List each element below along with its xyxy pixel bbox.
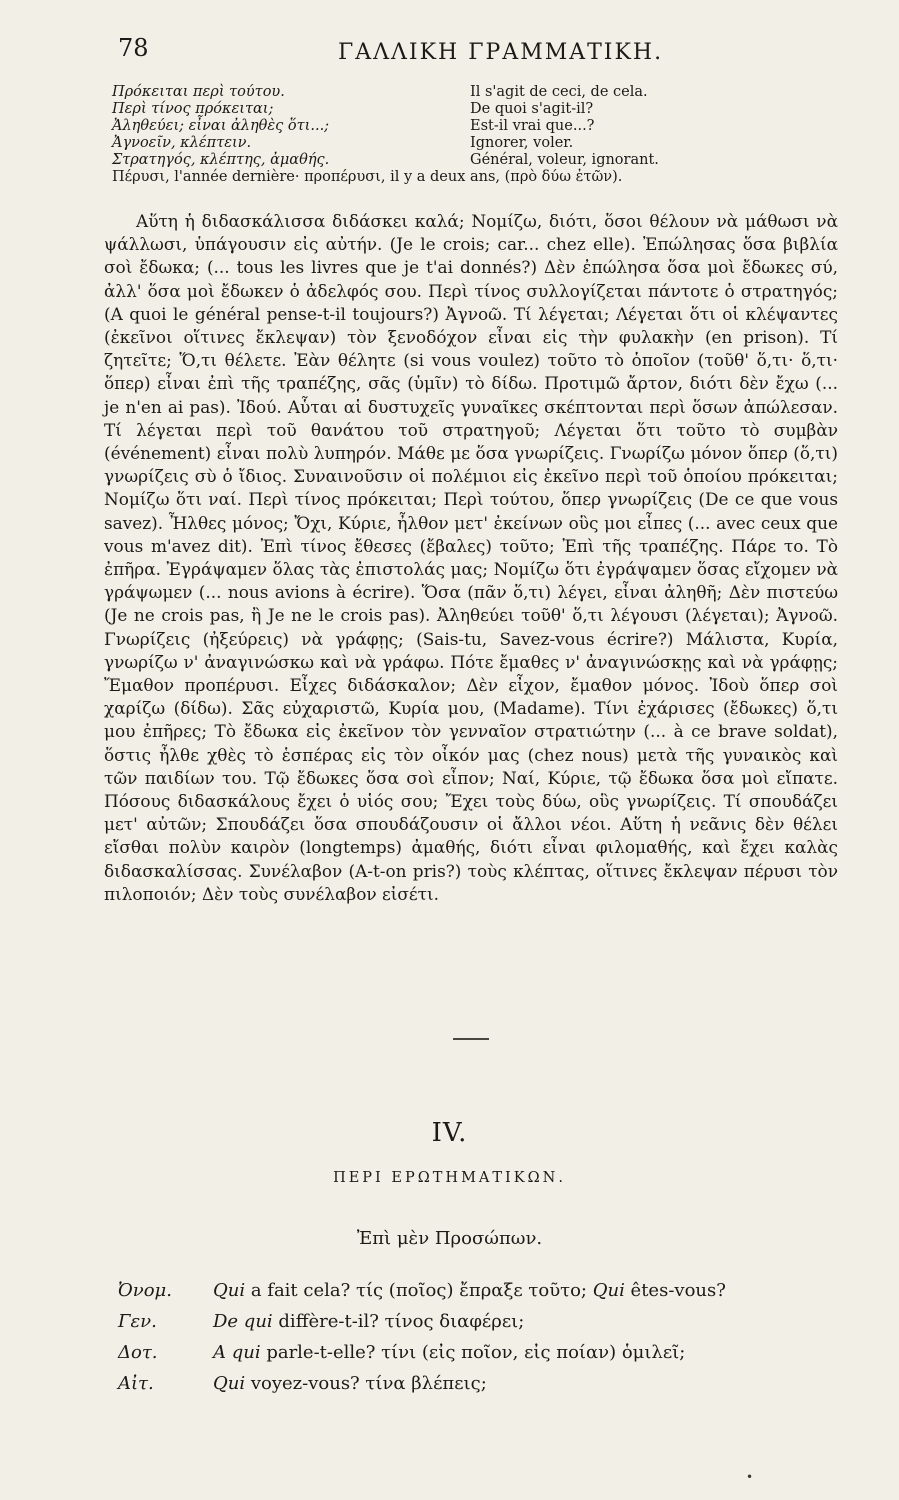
page-number: 78	[118, 34, 149, 62]
vocab-french: Ignorer, voler.	[470, 135, 574, 151]
vocab-row	[112, 118, 752, 135]
printer-mark: •	[746, 1470, 754, 1484]
vocab-greek: Πρόκειται περὶ τούτου.	[112, 84, 285, 100]
vocab-greek: Ἀληθεύει; εἶναι ἀληθὲς ὅτι...;	[112, 118, 330, 134]
case-rest: parle-t-elle? τίνι (εἰς ποῖον, εἰς ποίαν) ὁμιλεῖ;	[260, 1342, 686, 1363]
case-text	[213, 1280, 726, 1301]
section-subheading: Ἐπὶ μὲν Προσώπων.	[356, 1228, 543, 1249]
reading-paragraph: Αὕτη ἡ διδασκάλισσα διδάσκει καλά; Νομίζω, διότι, ὅσοι θέλουν νὰ μάθωσι νὰ ψάλλωσι, ὑπάγουσιν εἰς αὐτήν. (Je le crois; car... chez elle). Ἐπώλησας ὅσα βιβλία σοὶ ἔδωκα; (... tous les livres que je t'ai donnés?) Δὲν ἐπώλησα ὅσα μοὶ ἔδωκες σύ, ἀλλ' ὅσα μοὶ ἔδωκεν ὁ ἀδελφός σου. Περὶ τίνος συλλογίζεται πάντοτε ὁ στρατηγός; (A quoi le général pense-t-il toujours?) Ἀγνοῶ. Τί λέγεται; Λέγεται ὅτι οἱ κλέψαντες (ἐκεῖνοι οἵτινες ἔκλεψαν) τὸν ξενοδόχον εἶναι εἰς τὴν φυλακὴν (en prison). Τί ζητεῖτε; Ὅ,τι θέλετε. Ἐὰν θέλητε (si vous voulez) τοῦτο τὸ ὁποῖον (τοῦθ' ὅ,τι· ὅ,τι· ὅπερ) εἶναι ἐπὶ τῆς τραπέζης, σᾶς (ὑμῖν) τὸ δίδω. Προτιμῶ ἄρτον, διότι δὲν ἔχω (... je n'en ai pas). Ἰδού. Αὗται αἱ δυστυχεῖς γυναῖκες σκέπτονται περὶ ὅσων ἀπώλεσαν. Τί λέγεται περὶ τοῦ θανάτου τοῦ στρατηγοῦ; Λέγεται ὅτι τοῦτο τὸ συμβὰν (événement) εἶναι πολὺ λυπηρόν. Μάθε με ὅσα γνωρίζεις. Γνωρίζω μόνον ὅπερ (ὅ,τι) γνωρίζεις σὺ ὁ ἴδιος. Συναινοῦσιν οἱ πολέμιοι εἰς ἐκεῖνο περὶ τοῦ ὁποίου πρόκειται; Νομίζω ὅτι ναί. Περὶ τίνος πρόκειται; Περὶ τούτου, ὅπερ γνωρίζεις (De ce que vous savez). Ἦλθες μόνος; Ὄχι, Κύριε, ἦλθον μετ' ἐκείνων οὓς μοι εἶπες (... avec ceux que vous m'avez dit). Ἐπὶ τίνος ἔθεσες (ἔβαλες) τοῦτο; Ἐπὶ τῆς τραπέζης. Πάρε το. Τὸ ἐπῆρα. Ἐγράψαμεν ὅλας τὰς ἐπιστολάς μας; Νομίζω ὅτι ἐγράψαμεν ὅσας εἴχομεν νὰ γράψωμεν (... nous avions à écrire). Ὅσα (πᾶν ὅ,τι) λέγει, εἶναι ἀληθῆ; Δὲν πιστεύω (Je ne crois pas, ἢ Je ne le crois pas). Ἀληθεύει τοῦθ' ὅ,τι λέγουσι (λέγεται); Ἀγνοῶ. Γνωρίζεις (ἠξεύρεις) νὰ γράφῃς; (Sais-tu, Savez-vous écrire?) Μάλιστα, Κυρία, γνωρίζω ν' ἀναγινώσκω καὶ νὰ γράφω. Πότε ἔμαθες ν' ἀναγινώσκῃς καὶ νὰ γράφῃς; Ἔμαθον προπέρυσι. Εἶχες διδάσκαλον; Δὲν εἶχον, ἔμαθον μόνος. Ἰδοὺ ὅπερ σοὶ χαρίζω (δίδω). Σᾶς εὐχαριστῶ, Κυρία μου, (Madame). Τίνι ἐχάρισες (ἔδωκες) ὅ,τι μου ἐπῆρες; Τὸ ἔδωκα εἰς ἐκεῖνον τὸν γενναῖον στρατιώτην (... à ce brave soldat), ὅστις ἦλθε χθὲς τὸ ἑσπέρας εἰς τὸν οἶκόν μας (chez nous) μετὰ τῆς γυναικὸς καὶ τῶν παιδίων του. Τῷ ἔδωκες ὅσα σοὶ εἶπον; Ναί, Κύριε, τῷ ἔδωκα ὅσα μοὶ εἴπατε. Πόσους διδασκάλους ἔχει ὁ υἱός σου; Ἔχει τοὺς δύω, οὓς γνωρίζεις. Τί σπουδάζει μετ' αὐτῶν; Σπουδάζει ὅσα σπουδάζουσιν οἱ ἄλλοι νέοι. Αὕτη ἡ νεᾶνις δὲν θέλει εἴσθαι πολὺν καιρὸν (longtemps) ἀμαθής, διότι εἶναι φιλομαθής, καὶ ἔχει καλὰς διδασκαλίσσας. Συνέλαβον (A-t-on pris?) τοὺς κλέπτας, οἵτινες ἔκλεψαν πέρυσι τὸν πιλοποιόν; Δὲν τοὺς συνέλαβον εἰσέτι.	[104, 211, 838, 904]
case-rest: diffère-t-il? τίνος διαφέρει;	[272, 1311, 525, 1332]
case-row	[118, 1373, 818, 1404]
case-label: Γεν.	[118, 1311, 157, 1332]
page-header	[0, 30, 899, 70]
vocab-greek: Περὶ τίνος πρόκειται;	[112, 101, 274, 117]
case-text	[213, 1373, 487, 1394]
case-label: Αἰτ.	[118, 1373, 154, 1394]
case-french-word: De qui	[213, 1311, 273, 1332]
vocab-row	[112, 101, 752, 118]
case-row	[118, 1342, 818, 1373]
case-label: Δοτ.	[118, 1342, 158, 1363]
vocab-row	[112, 135, 752, 152]
case-examples	[118, 1280, 818, 1404]
vocab-note-peryssi: Πέρυσι, l'année dernière· προπέρυσι, il y a deux ans, (πρὸ δύω ἐτῶν).	[112, 169, 623, 185]
section-title: ΠΕΡΙ ΕΡΩΤΗΜΑΤΙΚΩΝ.	[333, 1170, 566, 1186]
running-title: ΓΑΛΛΙΚΗ ΓΡΑΜΜΑΤΙΚΗ.	[338, 40, 664, 65]
case-french-word: A qui	[213, 1342, 261, 1363]
vocab-french: Est-il vrai que...?	[470, 118, 595, 134]
case-rest-2: êtes-vous?	[624, 1280, 726, 1301]
case-text	[213, 1311, 524, 1332]
section-divider	[453, 1038, 489, 1040]
case-french-word-2: Qui	[592, 1280, 625, 1301]
case-label: Ὀνομ.	[118, 1280, 172, 1301]
vocab-row	[112, 152, 752, 169]
vocab-french: Général, voleur, ignorant.	[470, 152, 659, 168]
case-row	[118, 1280, 818, 1311]
case-text	[213, 1342, 685, 1363]
vocabulary-list	[112, 84, 752, 189]
section-number: IV.	[431, 1118, 468, 1148]
case-rest: a fait cela? τίς (ποῖος) ἔπραξε τοῦτο;	[245, 1280, 593, 1301]
vocab-greek: Ἀγνοεῖν, κλέπτειν.	[112, 135, 252, 151]
case-french-word: Qui	[213, 1280, 246, 1301]
case-rest: voyez-vous? τίνα βλέπεις;	[245, 1373, 487, 1394]
case-row	[118, 1311, 818, 1342]
vocab-french: De quoi s'agit-il?	[470, 101, 594, 117]
vocab-greek: Στρατηγός, κλέπτης, ἀμαθής.	[112, 152, 330, 168]
case-french-word: Qui	[213, 1373, 246, 1394]
vocab-row	[112, 84, 752, 101]
vocab-french: Il s'agit de ceci, de cela.	[470, 84, 648, 100]
